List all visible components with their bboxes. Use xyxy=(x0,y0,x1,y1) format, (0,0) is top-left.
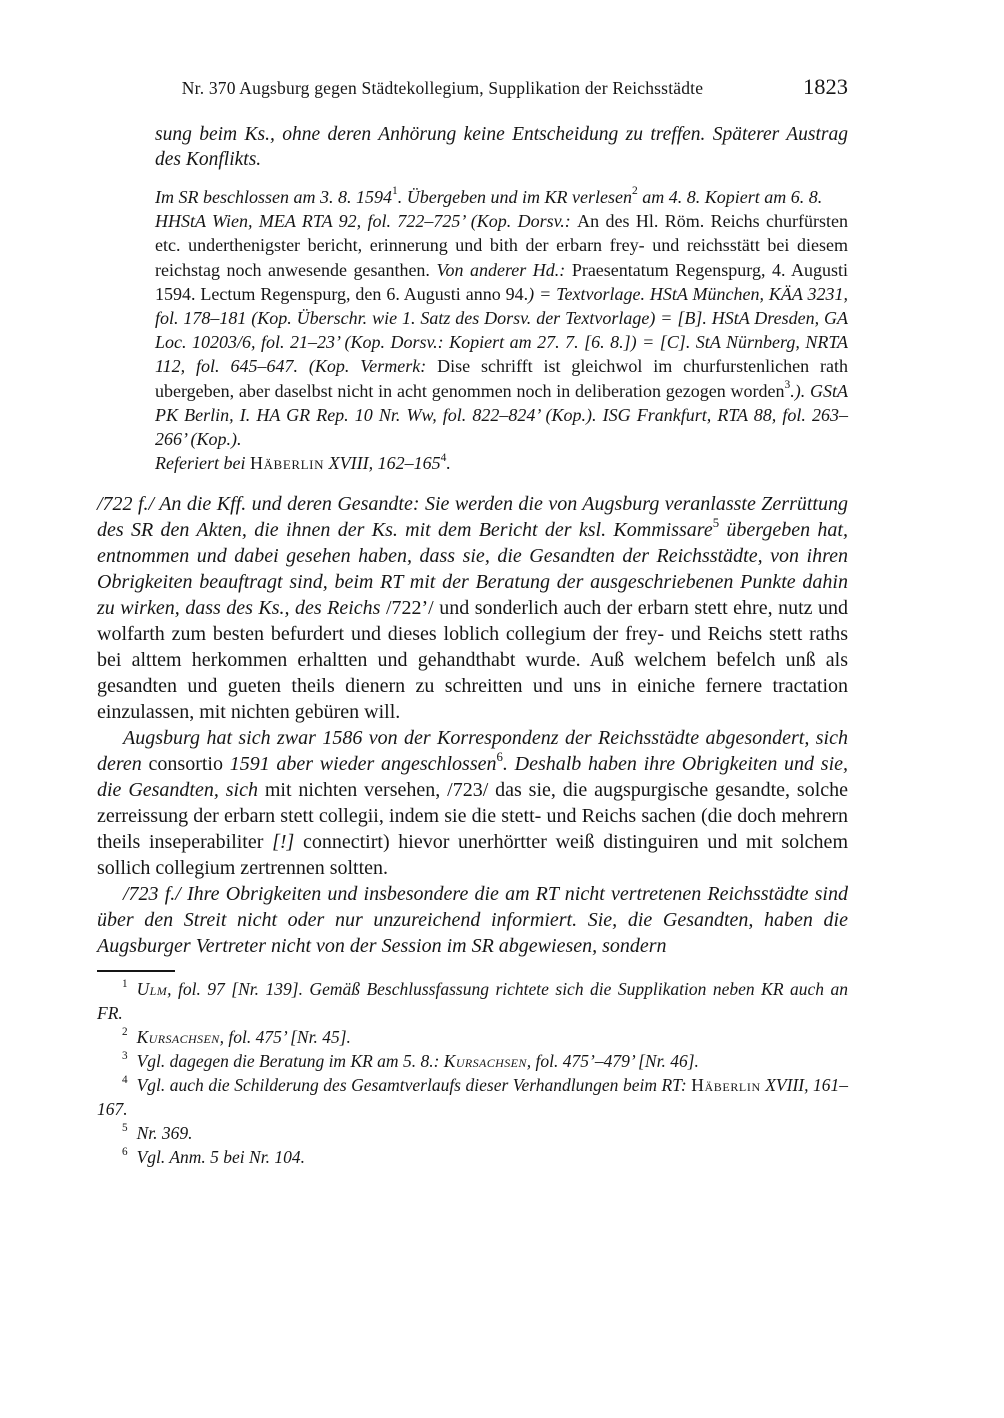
text-segment: /723 f./ Ihre Obrigkeiten und insbesondere die am RT nicht vertretenen Reichsstädte sind über den Streit nicht oder nur unzureichend informiert. Sie, die Gesandten, haben die Augsburger Vertreter nicht von der Session im SR abgewiesen, sondern xyxy=(97,883,848,958)
text-segment: XVIII, 162–165 xyxy=(324,453,441,474)
text-segment: Vgl. auch die Schilderung des Gesamtverlaufs dieser Verhandlungen beim RT: xyxy=(136,1075,692,1096)
text-segment: ) = Textvorlage. HStA München, KÄA 3231, fol. 178–181 (Kop. Überschr. wie 1. Satz des Dorsv. der Textvorlage) = [B]. HStA Dresden, GA Loc. 10203/6, fol. 21–23’ (Kop. Dorsv.: Kopiert am 27. 7. [6. 8.]) = [C]. StA Nürnberg, NRTA 112, fol. 645–647. (Kop. Vermerk: xyxy=(155,283,848,377)
text-segment: sung beim Ks., ohne deren Anhörung keine Entscheidung zu treffen. Späterer Austrag des Konflikts. xyxy=(155,124,848,170)
text-segment: mit nichten versehen, /723/ das sie, die augspurgische gesandte, solche zerreissung der erbarn stett collegii, indem sie die stett- und Reichs sachen (die doch mehrern theils inseperabiliter xyxy=(97,779,849,854)
running-header xyxy=(97,74,848,104)
text-segment: Vgl. dagegen die Beratung im KR am 5. 8.: xyxy=(136,1051,444,1072)
summary-paragraph xyxy=(155,123,848,172)
apparatus-block xyxy=(155,185,848,475)
text-segment: Von anderer Hd.: xyxy=(436,259,572,280)
text-segment: /722’/ und sonderlich auch der erbarn stett ehre, nutz und wolfarth zum besten befurdert und dieses loblich collegium der frey- und Reichs stett raths bei alttem herkommen erhaltten und gehandthabt wurde. Auß welchem befelch unß als gesandten und gueten theils dienern zu schreitten und uns in einiche fernere tractation einzulassen, mit nichten gebüren will. xyxy=(97,597,848,724)
text-segment: am 4. 8. Kopiert am 6. 8. xyxy=(637,187,823,207)
text-segment: , fol. 97 [Nr. 139]. Gemäß Beschlussfassung richtete sich die Supplikation neben KR auch an FR. xyxy=(97,979,848,1024)
text-segment: . Deshalb haben ihre Obrigkeiten und sie, die Gesandten, sich xyxy=(97,753,849,802)
footnote-reference: 5 xyxy=(712,515,720,530)
text-segment: übergeben hat, entnommen und dabei gesehen haben, dass sie, die Gesandten der Reichsstädte, von ihren Obrigkeiten beauftragt sind, beim RT mit der Beratung der ausgeschriebenen Punkte dahin zu wirken, dass des Ks., des Reichs xyxy=(97,519,848,620)
footnote-number: 4 xyxy=(122,1073,128,1086)
text-segment: Vgl. Anm. 5 bei Nr. 104. xyxy=(136,1147,305,1168)
footnote xyxy=(97,1025,848,1049)
footnote-number: 1 xyxy=(122,977,128,990)
running-title: Nr. 370 Augsburg gegen Städtekollegium, Supplikation der Reichsstädte xyxy=(181,78,704,98)
text-segment: .). GStA PK Berlin, I. HA GR Rep. 10 Nr. Ww, fol. 822–824’ (Kop.). ISG Frankfurt, RTA 88, fol. 263–266’ (Kop.). xyxy=(155,380,848,450)
footnote-reference: 3 xyxy=(784,378,791,391)
footnote-reference: 4 xyxy=(440,451,447,464)
footnote xyxy=(97,1073,848,1121)
text-segment: . Übergeben und im KR verlesen xyxy=(397,187,633,207)
footnote xyxy=(97,977,848,1025)
text-segment: Augsburg hat sich zwar 1586 von der Korrespondenz der Reichsstädte abgesondert, sich deren xyxy=(97,727,848,776)
text-segment: 1591 aber wieder angeschlossen xyxy=(222,753,497,776)
text-segment: , fol. 475’ [Nr. 45]. xyxy=(219,1027,351,1048)
footnote-number: 3 xyxy=(122,1049,128,1062)
text-segment: . xyxy=(446,453,451,474)
body-paragraph xyxy=(97,725,848,881)
footnote-reference: 1 xyxy=(391,185,398,198)
body-paragraph xyxy=(97,881,848,959)
text-segment: An des Hl. Röm. Reichs churfürsten etc. underthenigster bericht, erinnerung und bith der erbarn frey- und reichsstätt bei diesem reichstag noch anwesende gesanthen. xyxy=(155,211,848,280)
apparatus-paragraph xyxy=(155,451,848,475)
text-segment: Kursachsen xyxy=(443,1051,527,1072)
text-segment: connectirt) hievor unerhörtter weiß distinguiren und mit solchem sollich collegium zertrennen soltten. xyxy=(97,831,848,880)
text-segment: Nr. 369. xyxy=(136,1123,193,1144)
footnote xyxy=(97,1145,848,1169)
footnote-reference: 6 xyxy=(496,749,503,764)
footnote-separator xyxy=(97,970,175,972)
text-segment: /722 f./ An die Kff. und deren Gesandte: Sie werden die von Augsburg veranlasste Zerrüttung des SR den Akten, die ihnen der Ks. mit dem Bericht der ksl. Kommissare xyxy=(97,493,848,542)
footnote-number: 2 xyxy=(122,1025,128,1038)
text-segment: Häberlin xyxy=(691,1075,761,1096)
footnotes-block xyxy=(97,977,848,1169)
main-text-block xyxy=(97,491,848,959)
body-paragraph xyxy=(97,491,848,725)
text-segment: , fol. 475’–479’ [Nr. 46]. xyxy=(526,1051,699,1072)
text-segment: [!] xyxy=(272,831,295,854)
text-segment: Dise schrifft ist gleichwol im churfurstenlichen rath ubergeben, aber daselbst nicht in acht genommen noch in deliberation gezogen worden xyxy=(155,356,848,401)
page-number: 1823 xyxy=(803,74,848,99)
footnote xyxy=(97,1121,848,1145)
text-segment: consortio xyxy=(148,753,223,776)
apparatus-paragraph xyxy=(155,209,848,451)
text-segment: Praesentatum Regenspurg, 4. Augusti 1594. Lectum Regenspurg, den 6. Augusti anno 94. xyxy=(155,259,848,304)
text-segment: XVIII, 161–167. xyxy=(97,1075,848,1120)
text-segment: Im SR beschlossen am 3. 8. 1594 xyxy=(155,187,392,207)
text-segment: HHStA Wien, MEA RTA 92, fol. 722–725’ (Kop. Dorsv.: xyxy=(155,211,578,232)
text-segment: Häberlin xyxy=(249,453,325,474)
footnote-reference: 2 xyxy=(632,185,638,198)
footnote-number: 6 xyxy=(122,1145,128,1158)
text-segment: Kursachsen xyxy=(136,1027,220,1048)
footnote-number: 5 xyxy=(122,1121,128,1134)
text-segment: Referiert bei xyxy=(155,453,250,474)
apparatus-paragraph xyxy=(155,185,848,209)
text-segment: Ulm xyxy=(136,979,168,1000)
footnote xyxy=(97,1049,848,1073)
